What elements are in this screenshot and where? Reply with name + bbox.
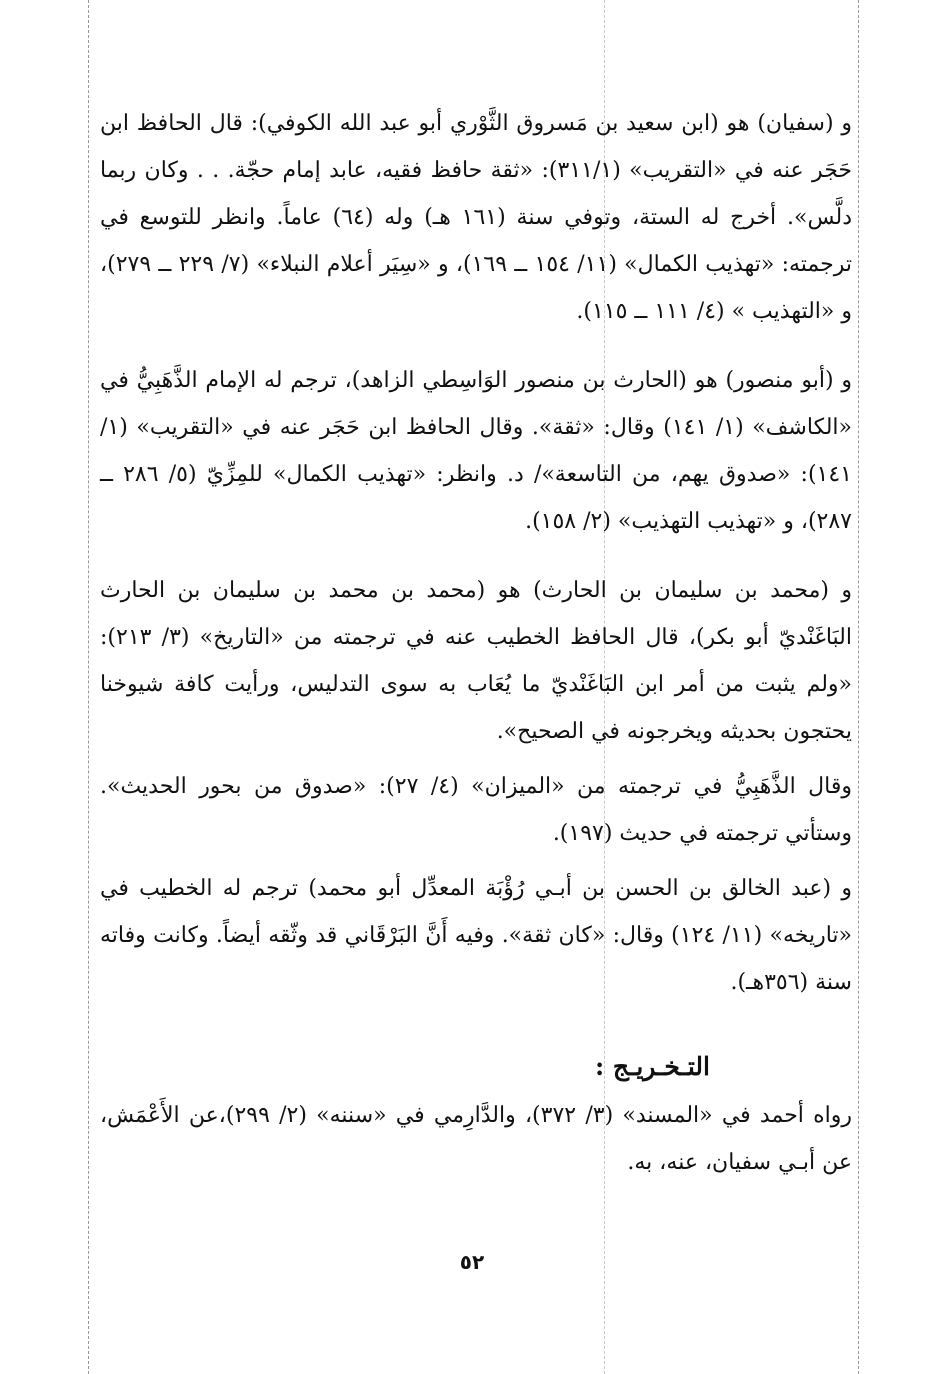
paragraph-abd-al-khaliq: و (عبد الخالق بن الحسن بن أبـي رُؤْبَة المعدِّل أبو محمد) ترجم له الخطيب في «تاريخه» (١١/ ١٢٤) وقال: «كان ثقة». وفيه أَنَّ البَرْقَاني قد وثّقه أيضاً. وكانت وفاته سنة (٣٥٦هـ). (100, 876, 852, 995)
page-number: ٥٢ (459, 1250, 485, 1274)
page-edge-right (858, 0, 859, 1374)
paragraph-dhahabi-quote: وقال الذَّهَبِيُّ في ترجمته من «الميزان» (٤/ ٢٧): «صدوق من بحور الحديث». وستأتي ترجمته في حديث (١٩٧). (100, 774, 852, 846)
paragraph-gap (100, 335, 852, 357)
paragraph-abu-mansur: و (أبو منصور) هو (الحارث بن منصور الوَاسِطي الزاهد)، ترجم له الإمام الذَّهَبِيُّ في «الكاشف» (١/ ١٤١) وقال: «ثقة». وقال الحافظ ابن حَجَر عنه في «التقريب» (١/ ١٤١): «صدوق يهم، من التاسعة»/ د. وانظر: «تهذيب الكمال» للمِزِّيّ (٥/ ٢٨٦ ــ ٢٨٧)، و «تهذيب التهذيب» (٢/ ١٥٨). (100, 368, 852, 534)
paragraph-takhrij: رواه أحمد في «المسند» (٣/ ٣٧٢)، والدَّارِمي في «سننه» (٢/ ٢٩٩)،عن الأَعْمَش، عن أبـي سفيان، عنه، به. (100, 1103, 853, 1175)
paragraph-gap (100, 755, 852, 763)
paragraph-gap (100, 857, 852, 865)
page-content (100, 100, 852, 1186)
paragraph-gap (100, 545, 852, 567)
page-edge-left (88, 0, 89, 1374)
paragraph-sufyan: و (سفيان) هو (ابن سعيد بن مَسروق الثَّوْري أبو عبد الله الكوفي): قال الحافظ ابن حَجَر عنه في «التقريب» (٣١١/١): «ثقة حافظ فقيه، عابد إمام حجّة. . . وكان ربما دلَّس». أخرج له الستة، وتوفي سنة (١٦١ هـ) وله (٦٤) عاماً. وانظر للتوسع في ترجمته: «تهذيب الكمال» (١١/ ١٥٤ ــ ١٦٩)، و «سِيَر أعلام النبلاء» (٧/ ٢٢٩ ــ ٢٧٩)، و «التهذيب » (٤/ ١١١ ــ ١١٥). (100, 111, 852, 324)
paragraph-muhammad-ibn-sulayman: و (محمد بن سليمان بن الحارث) هو (محمد بن محمد بن سليمان بن الحارث البَاغَنْديّ أبو بكر)، قال الحافظ الخطيب عنه في ترجمته من «التاريخ» (٣/ ٢١٣): «ولم يثبت من أمر ابن البَاغَنْديّ ما يُعَاب به سوى التدليس، ورأيت كافة شيوخنا يحتجون بحديثه ويخرجونه في الصحيح». (100, 578, 852, 744)
takhrij-heading: التـخـريـج : (594, 1052, 710, 1081)
